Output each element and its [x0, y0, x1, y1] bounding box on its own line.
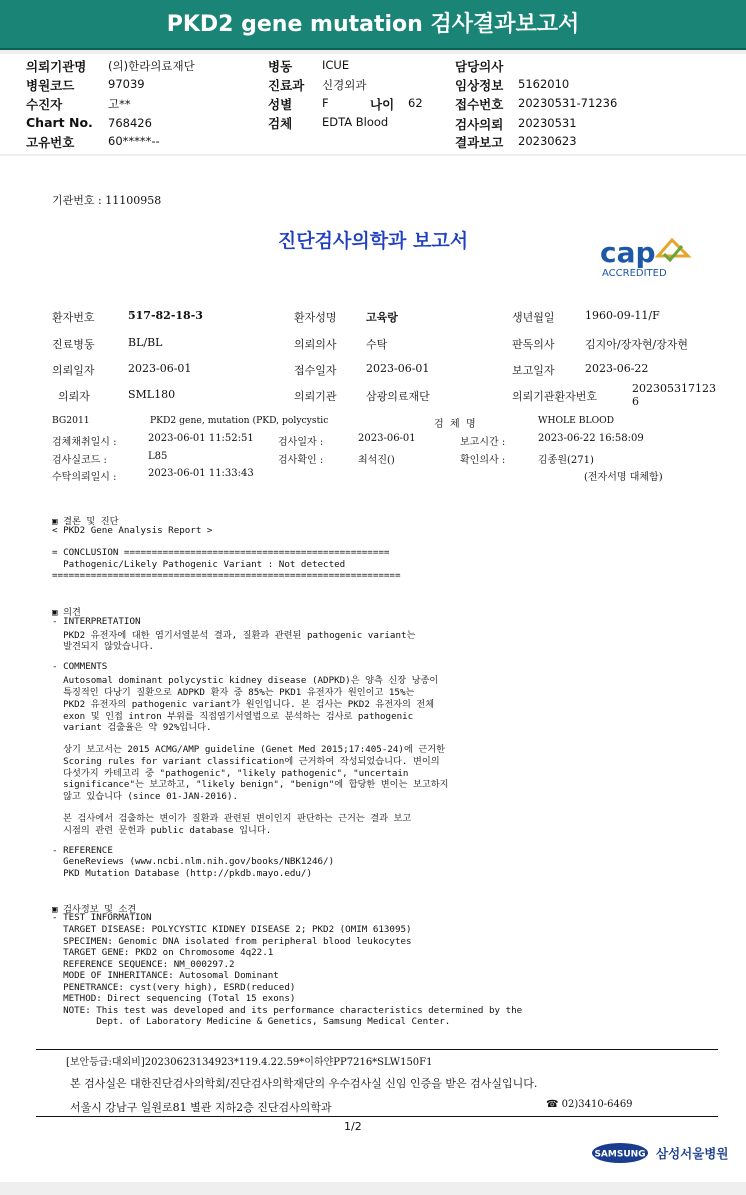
patient-label: 의뢰의사 [294, 338, 337, 351]
patient-label: 의뢰일자 [52, 364, 95, 377]
report-line: TARGET GENE: PKD2 on Chromosome 4q22.1 [52, 947, 274, 958]
report-line: exon 및 인접 intron 부위를 직접염기서열법으로 분석하는 검사로 pathogenic [52, 711, 414, 722]
patient-label: 보고일자 [512, 364, 555, 377]
patient-birth: 1960-09-11/F [585, 309, 660, 322]
patient-value: 수탁 [366, 338, 388, 351]
institution-number: 기관번호 : 11100958 [52, 194, 162, 207]
report-line: Autosomal dominant polycystic kidney disease (ADPKD)은 양측 신장 낭종이 [52, 675, 439, 686]
patient-label: 접수일자 [294, 364, 337, 377]
header-value: 신경외과 [322, 78, 367, 92]
footer-divider [36, 1116, 718, 1117]
report-line: PKD2 유전자의 pathogenic variant가 원인입니다. 본 검사는 PKD2 유전자의 전체 [52, 699, 435, 710]
patient-value: 김지아/장자현/장자현 [585, 338, 689, 351]
header-label: 담당의사 [455, 59, 504, 74]
request-header [0, 54, 746, 154]
header-label: 수진자 [26, 97, 63, 112]
header-value: 고** [108, 97, 131, 111]
cap-logo-text: cap [600, 236, 656, 269]
hospital-name: 삼성서울병원 [656, 1146, 729, 1161]
cap-roof-icon [658, 240, 688, 256]
samsung-logo-icon [592, 1141, 729, 1165]
age-value: 62 [408, 96, 423, 110]
conclusion-result: Pathogenic/Likely Pathogenic Variant : Not detected [52, 559, 346, 570]
header-label: 병동 [268, 59, 293, 74]
verify-label: 확인의사 : [460, 455, 506, 466]
report-line: REFERENCE SEQUENCE: NM_000297.2 [52, 959, 235, 970]
patient-label: 환자성명 [294, 311, 337, 324]
patient-label: 진료병동 [52, 338, 95, 351]
report-line: 상기 보고서는 2015 ACMG/AMP guideline (Genet Med 2015;17:405-24)에 근거한 [52, 744, 445, 755]
report-line: - COMMENTS [52, 661, 108, 672]
footer-divider [36, 1049, 718, 1050]
lab-code-label: 검사실코드 : [52, 455, 107, 466]
report-line: PKD Mutation Database (http://pkdb.mayo.edu/) [52, 868, 312, 879]
report-line: PKD2 유전자에 대한 염기서열분석 결과, 질환과 관련된 pathogenic variant는 [52, 630, 416, 641]
recv-label: 수탁의뢰일시 : [52, 472, 117, 483]
lab-code-value: L85 [148, 451, 168, 462]
header-value: 97039 [108, 77, 145, 91]
test-code: BG2011 [52, 415, 90, 426]
report-line: GeneReviews (www.ncbi.nlm.nih.gov/books/NBK1246/) [52, 856, 335, 867]
section-heading: ▣ 검사정보 및 소견 [52, 904, 137, 915]
patient-label: 의뢰자 [58, 390, 90, 403]
patient-label: 판독의사 [512, 338, 555, 351]
report-line: METHOD: Direct sequencing (Total 15 exons) [52, 993, 296, 1004]
report-line: 본 검사에서 검출하는 변이가 질환과 관련된 변이인지 판단하는 근거는 결과 보고 [52, 813, 412, 824]
report-line: Scoring rules for variant classification에 근거하여 작성되었습니다. 변이의 [52, 756, 440, 767]
section-heading: ▣ 결론 및 진단 [52, 516, 119, 527]
header-label: 접수번호 [455, 97, 504, 112]
header-value: (의)한라의료재단 [108, 59, 195, 73]
report-line: Dept. of Laboratory Medicine & Genetics, Samsung Medical Center. [52, 1016, 451, 1027]
specimen-label: 검 체 명 [434, 419, 476, 430]
header-label: 병원코드 [26, 78, 75, 93]
header-label: 고유번호 [26, 135, 75, 150]
report-title: 진단검사의학과 보고서 [277, 230, 469, 252]
confirm-value: 최석진() [358, 455, 395, 466]
patient-number: 517-82-18-3 [128, 309, 203, 322]
header-label: 결과보고 [455, 135, 504, 150]
report-line: - REFERENCE [52, 845, 113, 856]
header-label: 임상정보 [455, 78, 504, 93]
report-line: 다섯가지 카테고리 중 "pathogenic", "likely pathogenic", "uncertain [52, 768, 409, 779]
verify-value: 김종원(271) [538, 455, 594, 466]
report-line: < PKD2 Gene Analysis Report > [52, 525, 213, 536]
cap-accredited-text: ACCREDITED [602, 268, 667, 279]
header-value: 5162010 [518, 77, 570, 91]
report-line: variant 검출율은 약 92%입니다. [52, 722, 212, 733]
header-value: ICUE [322, 58, 350, 72]
document-title: PKD2 gene mutation 검사결과보고서 [0, 0, 746, 50]
report-line: 않고 있습니다 (since 01-JAN-2016). [52, 791, 239, 802]
address: 서울시 강남구 일원로81 별관 지하2층 진단검사의학과 [70, 1101, 332, 1114]
collect-label: 검체채취일시 : [52, 437, 117, 448]
report-line: PENETRANCE: cyst(very high), ESRD(reduced) [52, 982, 296, 993]
report-line: SPECIMEN: Genomic DNA isolated from peripheral blood leukocytes [52, 936, 412, 947]
report-time-value: 2023-06-22 16:58:09 [538, 433, 644, 444]
samsung-logo-text: SAMSUNG [594, 1149, 646, 1160]
report-line: 시점의 관련 문헌과 public database 입니다. [52, 825, 272, 836]
header-label: 의뢰기관명 [26, 59, 87, 74]
phone: ☎ 02)3410-6469 [546, 1099, 633, 1110]
security-line: [보안등급:대외비]20230623134923*119.4.22.59*이하얀PP7216*SLW150F1 [66, 1057, 433, 1068]
certification-note: 본 검사실은 대한진단검사의학회/진단검사의학재단의 우수검사실 신임 인증을 받은 검사실입니다. [70, 1077, 538, 1090]
patient-value: 2023-06-22 [585, 362, 649, 375]
patient-name: 고육랑 [366, 311, 398, 324]
header-value: 20230623 [518, 134, 577, 148]
report-line: =============================================================== [52, 570, 401, 581]
patient-label: 생년월일 [512, 311, 555, 324]
patient-label: 환자번호 [52, 311, 95, 324]
report-line: MODE OF INHERITANCE: Autosomal Dominant [52, 970, 279, 981]
report-line: - TEST INFORMATION [52, 912, 152, 923]
patient-value: 202305317123 [632, 382, 716, 395]
samsung-hospital-logo [592, 1141, 729, 1165]
patient-value: 6 [632, 395, 639, 408]
exam-date-value: 2023-06-01 [358, 433, 416, 444]
cap-accredited-logo [598, 232, 694, 280]
patient-value: 2023-06-01 [128, 362, 192, 375]
patient-value: 삼광의료재단 [366, 390, 430, 403]
patient-label: 의뢰기관환자번호 [512, 390, 598, 403]
header-label: 검체 [268, 116, 293, 131]
report-line: 특징적인 다낭기 질환으로 ADPKD 환자 중 85%는 PKD1 유전자가 원인이고 15%는 [52, 687, 415, 698]
header-label: Chart No. [26, 115, 93, 130]
report-page [0, 156, 746, 1182]
header-value: EDTA Blood [322, 115, 389, 129]
header-value: 768426 [108, 116, 152, 130]
report-time-label: 보고시간 : [460, 437, 506, 448]
exam-date-label: 검사일자 : [278, 437, 324, 448]
report-line: NOTE: This test was developed and its performance characteristics determined by the [52, 1005, 523, 1016]
header-value: 20230531 [518, 116, 577, 130]
header-value: 20230531-71236 [518, 96, 618, 110]
header-value: 60*****-- [108, 134, 160, 148]
age-label: 나이 [370, 97, 395, 112]
patient-value: SML180 [128, 388, 176, 401]
report-line: TARGET DISEASE: POLYCYSTIC KIDNEY DISEASE 2; PKD2 (OMIM 613095) [52, 924, 412, 935]
patient-value: 2023-06-01 [366, 362, 430, 375]
test-name: PKD2 gene, mutation (PKD, polycystic [150, 415, 329, 426]
specimen-value: WHOLE BLOOD [538, 415, 614, 426]
header-label: 성별 [268, 97, 293, 112]
report-line: significance"는 보고하고, "likely benign", "benign"에 합당한 변이는 보고하지 [52, 779, 449, 790]
page-number: 1/2 [344, 1120, 362, 1133]
report-line: = CONCLUSION ================================================ [52, 547, 390, 558]
patient-value: BL/BL [128, 336, 163, 349]
patient-label: 의뢰기관 [294, 390, 337, 403]
header-label: 검사의뢰 [455, 117, 504, 132]
report-line: - INTERPRETATION [52, 616, 141, 627]
confirm-label: 검사확인 : [278, 455, 324, 466]
collect-value: 2023-06-01 11:52:51 [148, 433, 254, 444]
recv-value: 2023-06-01 11:33:43 [148, 468, 254, 479]
esign-note: (전자서명 대체함) [584, 472, 663, 483]
header-value: F [322, 96, 329, 110]
header-label: 진료과 [268, 78, 305, 93]
report-line: 발견되지 않았습니다. [52, 641, 155, 652]
section-heading: ▣ 의견 [52, 607, 81, 618]
